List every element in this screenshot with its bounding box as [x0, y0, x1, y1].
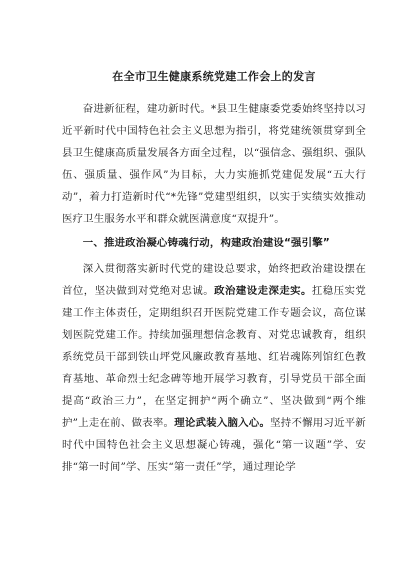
document-title: 在全市卫生健康系统党建工作会上的发言	[112, 70, 316, 83]
section-body-text-c: 坚持不懈用习近平新时代中国特色社会主义思想凝心铸魂，强化“第一议题”学、安排“第一时间”学、压实“第一责任”学，通过理论学	[62, 417, 366, 473]
intro-paragraph: 奋进新征程，建功新时代。*县卫生健康委党委始终坚持以习近平新时代中国特色社会主义思想为指引，将党建统领贯穿到全县卫生健康高质量发展各方面全过程，以“强信念、强组织、强队伍、强质量、强作风”为目标，大力实施抓党建促发展“五大行动”，着力打造新时代“*先锋”党建型组织，以实于实绩实效推动医疗卫生服务水平和群众就医满意度“双提升”。	[62, 103, 366, 225]
bold-lead-political: 政治建设走深走实。	[214, 285, 312, 297]
section-body-paragraph	[62, 258, 366, 478]
section-body-text-b: 扛稳压实党建工作主体责任，定期组织召开医院党建工作专题会议，高位谋划医院党建工作。持续加强理想信念教育、对党忠诚教育，组织系统党员干部到铁山坪党风廉政教育基地、红岩魂陈列馆红色教育基地、革命烈士纪念碑等地开展学习教育，引导党员干部全面提高“政治三力”，在坚定拥护“两个确立”、坚决做到“两个维护”上走在前、做表率。	[62, 285, 366, 429]
section-heading: 一、推进政治凝心铸魂行动，构建政治建设“强引擎”	[82, 237, 330, 249]
bold-lead-theory: 理论武装入脑入心。	[174, 417, 271, 429]
section-body-text-a: 深入贯彻落实新时代党的建设总要求，始终把政治建设摆在首位，坚决做到对党绝对忠诚。	[62, 263, 366, 297]
